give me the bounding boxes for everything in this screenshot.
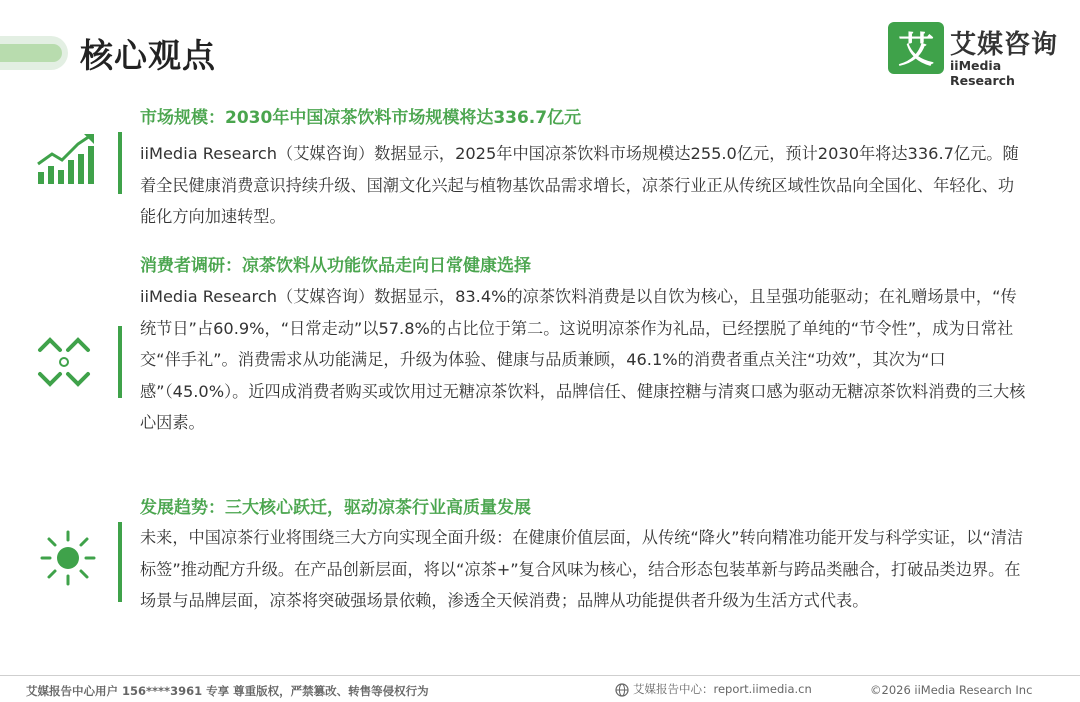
logo-text-cn: 艾媒咨询 bbox=[950, 30, 1059, 60]
section-2-heading: 消费者调研：凉茶饮料从功能饮品走向日常健康选择 bbox=[140, 256, 531, 276]
footer-divider bbox=[0, 675, 1080, 676]
footer-copyright-notice: 艾媒报告中心用户 156****3961 专享 尊重版权，严禁篡改、转售等侵权行为 bbox=[26, 684, 429, 698]
section-1-body: iiMedia Research（艾媒咨询）数据显示，2025年中国凉茶饮料市场规模达255.0亿元，预计2030年将达336.7亿元。随着全民健康消费意识持续升级、国潮文化兴起与植物基饮品需求增长，凉茶行业正从传统区域性饮品向全国化、年轻化、功能化方向加速转型。 bbox=[140, 144, 1019, 226]
logo bbox=[888, 22, 1068, 88]
section-3-bar bbox=[118, 522, 122, 602]
section-3-heading: 发展趋势：三大核心跃迁，驱动凉茶行业高质量发展 bbox=[140, 498, 531, 518]
focus-arrows-icon bbox=[34, 332, 94, 392]
footer-copyright: ©2026 iiMedia Research Inc bbox=[870, 683, 1033, 697]
header-decoration-inner bbox=[0, 44, 62, 62]
section-2-bar bbox=[118, 326, 122, 398]
footer-source-link[interactable]: 艾媒报告中心：report.iimedia.cn bbox=[633, 682, 812, 696]
growth-chart-icon bbox=[34, 132, 98, 188]
logo-mark-icon bbox=[888, 22, 944, 74]
footer-source bbox=[615, 681, 812, 697]
sun-icon bbox=[38, 528, 98, 588]
globe-icon bbox=[615, 683, 629, 697]
logo-text-en: iiMedia Research bbox=[950, 58, 1015, 88]
page-title: 核心观点 bbox=[80, 36, 216, 75]
section-1-heading: 市场规模：2030年中国凉茶饮料市场规模将达336.7亿元 bbox=[140, 108, 582, 128]
section-2-body: iiMedia Research（艾媒咨询）数据显示，83.4%的凉茶饮料消费是以自饮为核心，且呈强功能驱动；在礼赠场景中，“传统节日”占60.9%，“日常走动”以57.8%的占比位于第二。这说明凉茶作为礼品，已经摆脱了单纯的“节令性”，成为日常社交“伴手礼”。消费需求从功能满足，升级为体验、健康与品质兼顾，46.1%的消费者重点关注“功效”，其次为“口感”（45.0%）。近四成消费者购买或饮用过无糖凉茶饮料，品牌信任、健康控糖与清爽口感为驱动无糖凉茶饮料消费的三大核心因素。 bbox=[140, 287, 1026, 432]
svg-text:艾: 艾 bbox=[897, 30, 935, 71]
section-1-bar bbox=[118, 132, 122, 194]
section-3-body: 未来，中国凉茶行业将围绕三大方向实现全面升级：在健康价值层面，从传统“降火”转向精准功能开发与科学实证，以“清洁标签”推动配方升级。在产品创新层面，将以“凉茶+”复合风味为核心，结合形态包装革新与跨品类融合，打破品类边界。在场景与品牌层面，凉茶将突破强场景依赖，渗透全天候消费；品牌从功能提供者升级为生活方式代表。 bbox=[140, 528, 1024, 610]
